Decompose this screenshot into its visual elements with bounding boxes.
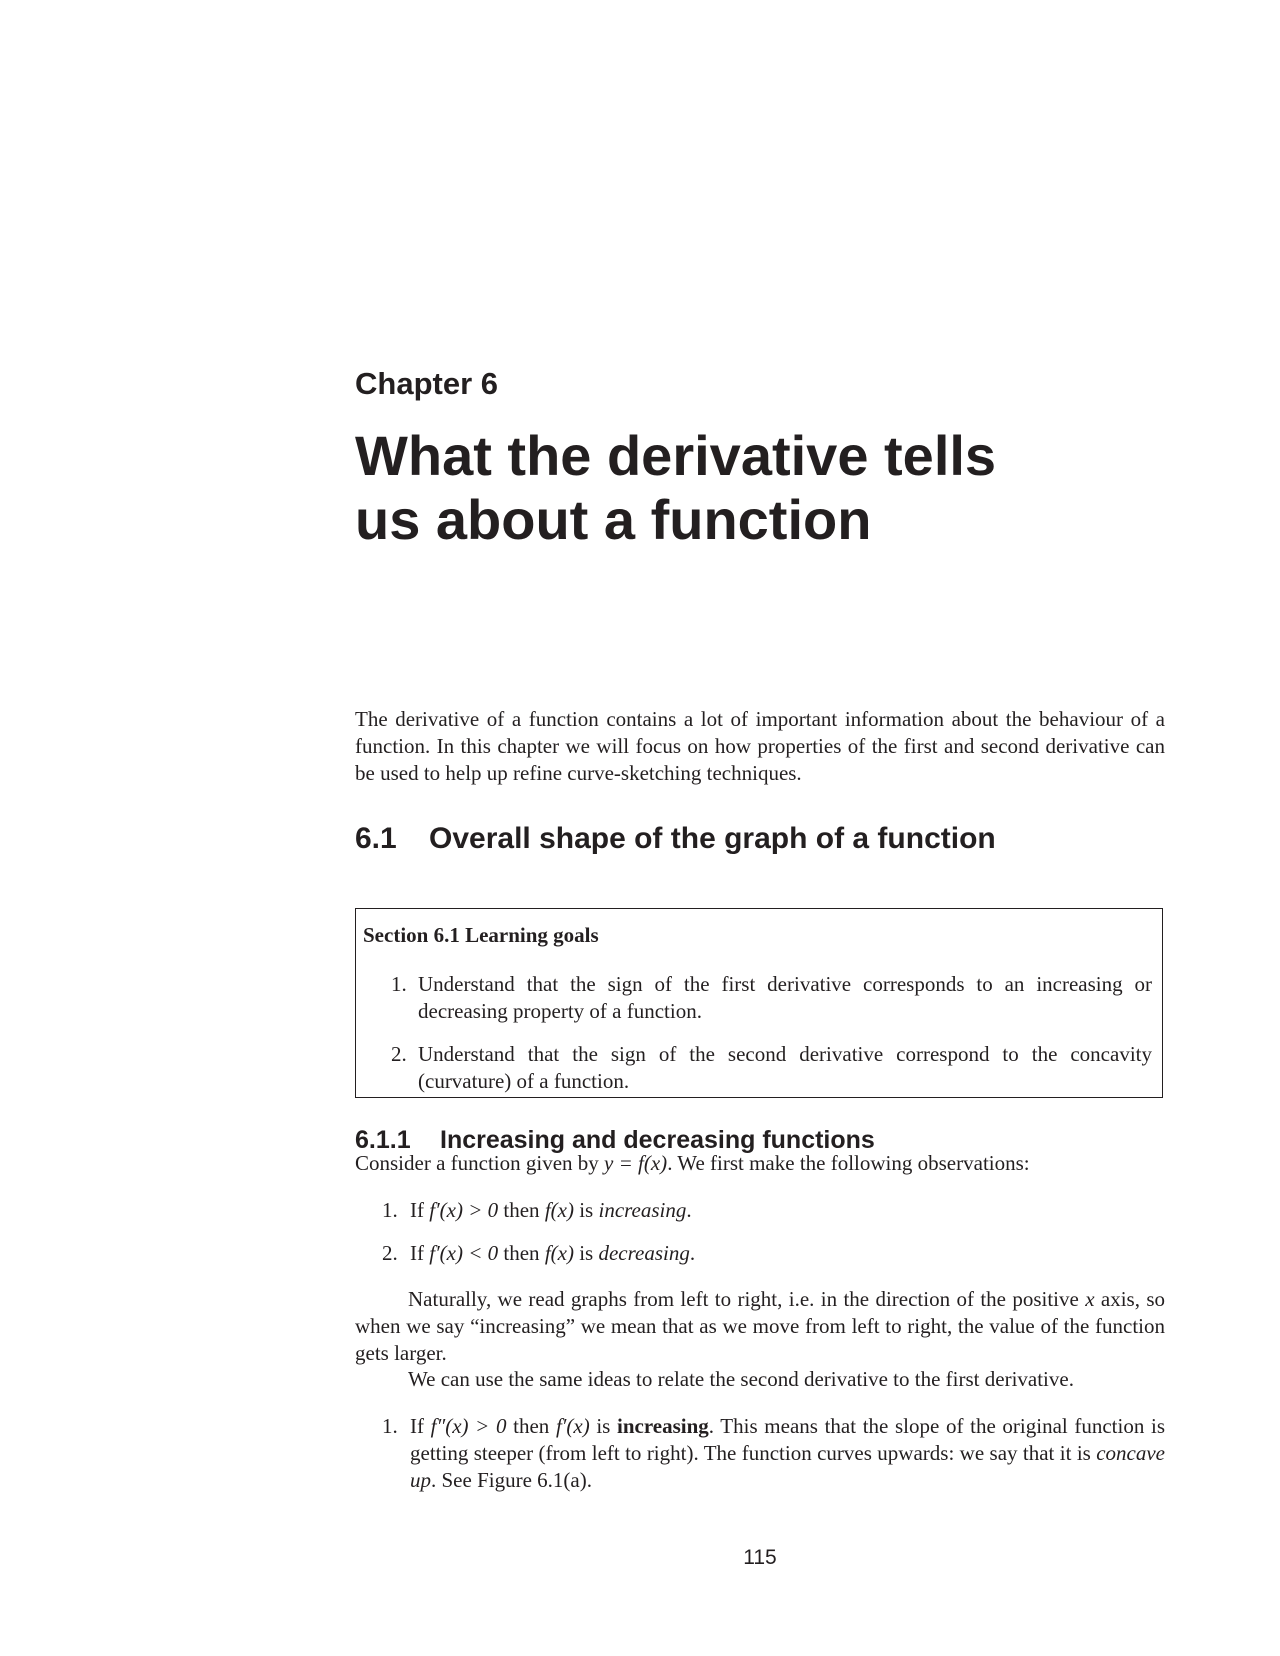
consider-paragraph	[355, 1150, 1165, 1177]
math-expression: f(x)	[544, 1241, 574, 1265]
chapter-title	[355, 424, 996, 552]
book-page	[355, 0, 1167, 1656]
learning-goal-text: Understand that the sign of the second derivative correspond to the concavity (curvature) of a function.	[418, 1042, 1152, 1093]
math-expression: f′(x)	[555, 1414, 590, 1438]
text-run: axis, so when we say “increasing” we mean that as we move from left to right, the value of the function gets larger.	[355, 1287, 1166, 1365]
subsection-title: Increasing and decreasing functions	[440, 1126, 875, 1154]
naturally-paragraph	[355, 1286, 1165, 1367]
text-run: .	[689, 1241, 696, 1265]
text-run: . This means that the slope of the original function is getting steeper (from left to right). The function curves upwards: we say that it is	[410, 1414, 1166, 1465]
observation-item	[382, 1240, 1165, 1267]
math-expression: f(x)	[544, 1198, 574, 1222]
emphasis: decreasing	[598, 1241, 690, 1265]
math-expression: f″(x) > 0	[430, 1414, 507, 1438]
observation-item	[382, 1197, 1165, 1224]
text-run: . We first make the following observations:	[667, 1151, 1030, 1175]
text-run: . See Figure 6.1(a).	[431, 1468, 592, 1492]
intro-paragraph: The derivative of a function contains a lot of important information about the behaviour of a function. In this chapter we will focus on how properties of the first and second derivative can be used to help up refine curve-sketching techniques.	[355, 707, 1165, 785]
list-marker: 2.	[391, 1042, 407, 1066]
chapter-title-line-1: What the derivative tells	[355, 424, 997, 487]
math-expression: f′(x) > 0	[429, 1198, 499, 1222]
text-run: If	[410, 1241, 430, 1265]
bold-term: increasing	[617, 1414, 709, 1438]
text-run: Consider a function given by	[355, 1151, 605, 1175]
learning-goal-item	[391, 1041, 1152, 1095]
chapter-title-line-2: us about a function	[355, 488, 872, 551]
emphasis: concave up	[410, 1441, 1165, 1492]
second-derivative-list	[382, 1413, 1166, 1494]
learning-goal-item	[391, 971, 1152, 1025]
text-run: Naturally, we read graphs from left to right, i.e. in the direction of the positive	[408, 1287, 1086, 1311]
second-derivative-item	[382, 1413, 1166, 1494]
subsection-number: 6.1.1	[355, 1126, 411, 1154]
chapter-label: Chapter 6	[355, 366, 498, 401]
page-number: 115	[743, 1546, 777, 1569]
list-marker: 1.	[382, 1198, 398, 1222]
text-run: is	[573, 1198, 599, 1222]
text-run: If	[410, 1414, 431, 1438]
math-expression: y = f(x)	[604, 1151, 668, 1175]
text-run: If	[410, 1198, 430, 1222]
list-marker: 2.	[382, 1241, 398, 1265]
learning-goals-title: Section 6.1 Learning goals	[363, 923, 599, 947]
text-run: then	[506, 1414, 556, 1438]
math-expression: f′(x) < 0	[429, 1241, 499, 1265]
observations-list	[382, 1197, 1165, 1267]
section-number: 6.1	[355, 822, 397, 855]
text-run: then	[498, 1198, 545, 1222]
text-run: then	[498, 1241, 545, 1265]
section-heading	[355, 822, 996, 856]
list-marker: 1.	[382, 1414, 398, 1438]
text-run: is	[589, 1414, 617, 1438]
same-ideas-paragraph: We can use the same ideas to relate the second derivative to the first derivative.	[408, 1367, 1074, 1391]
list-marker: 1.	[391, 972, 407, 996]
text-run: is	[573, 1241, 599, 1265]
emphasis: increasing	[598, 1198, 687, 1222]
text-run: .	[686, 1198, 692, 1222]
math-expression: x	[1085, 1287, 1095, 1311]
section-title: Overall shape of the graph of a function	[429, 822, 996, 855]
learning-goals-list	[391, 971, 1152, 1095]
learning-goal-text: Understand that the sign of the first derivative corresponds to an increasing or decreasing property of a function.	[418, 972, 1152, 1023]
learning-goals-box	[355, 908, 1163, 1098]
